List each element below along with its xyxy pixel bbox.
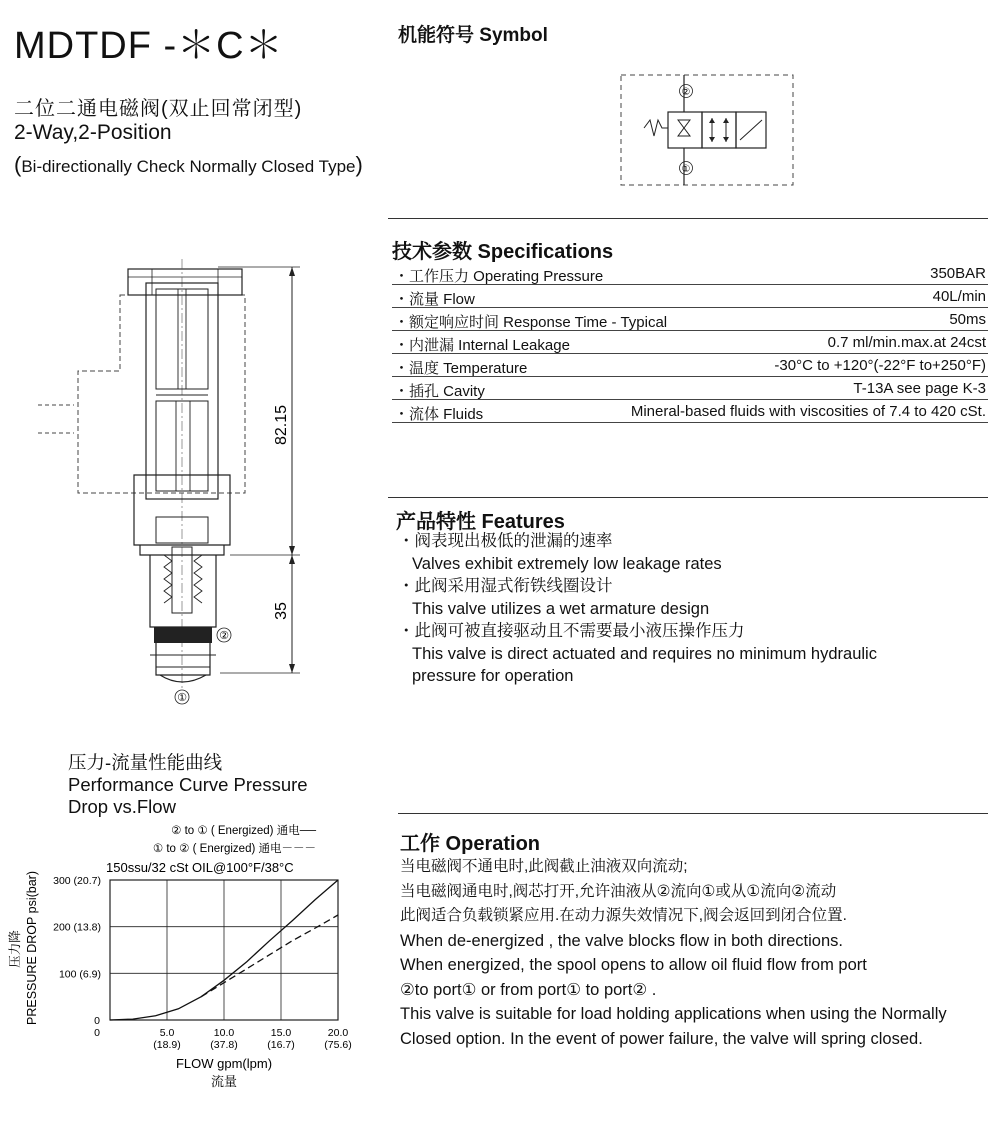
spec-row — [392, 400, 988, 423]
feature-2-cn: ・此阀采用湿式衔铁线圈设计 — [398, 577, 613, 595]
model-number: MDTDF -＊C＊ — [14, 25, 284, 67]
operation-en-5: Closed option. In the event of power failure, the valve will spring closed. — [400, 1029, 923, 1048]
specs-title: 技术参数 Specifications — [392, 241, 614, 263]
x-tick-sublabel: (75.6) — [324, 1039, 352, 1051]
x-tick-label: 0 — [94, 1027, 100, 1039]
x-tick-sublabel: (16.7) — [267, 1039, 295, 1051]
type-paren-open: ( — [14, 152, 22, 177]
symbol-port-2: ② — [681, 87, 691, 98]
dim-upper-label: 82.15 — [273, 404, 290, 446]
hydraulic-symbol — [618, 72, 796, 188]
symbol-title: 机能符号 Symbol — [398, 25, 548, 46]
y-axis-label-cn: 压力降 — [8, 930, 22, 968]
x-tick-label: 15.0 — [270, 1027, 292, 1039]
operation-en-1: When de-energized , the valve blocks flow in both directions. — [400, 931, 843, 950]
x-tick-sublabel: (18.9) — [153, 1039, 181, 1051]
feature-1-cn: ・阀表现出极低的泄漏的速率 — [398, 532, 613, 550]
spec-label: ・插孔 Cavity — [394, 383, 485, 400]
spec-row — [392, 377, 988, 400]
legend-entry-dashed: ① to ② ( Energized) 通电－－－ — [152, 843, 316, 855]
feature-2-en: This valve utilizes a wet armature design — [412, 599, 710, 618]
feature-3-en: This valve is direct actuated and requires no minimum hydraulic — [412, 644, 877, 663]
drawing-port-1: ① — [177, 692, 187, 704]
x-axis-label-cn: 流量 — [210, 1074, 238, 1089]
feature-3-en-cont: pressure for operation — [412, 667, 574, 685]
spec-value: 50ms — [949, 311, 986, 328]
dim-lower-label: 35 — [273, 602, 290, 620]
operation-en-4: This valve is suitable for load holding applications when using the Normally — [400, 1005, 947, 1023]
drawing-port-2: ② — [219, 630, 229, 642]
spec-label: ・工作压力 Operating Pressure — [394, 268, 604, 285]
x-tick-label: 5.0 — [159, 1027, 175, 1039]
operation-cn-2: 当电磁阀通电时,阀芯打开,允许油液从②流向①或从①流向②流动 — [400, 882, 837, 900]
y-tick-label: 0 — [94, 1015, 100, 1027]
spec-label: ・内泄漏 Internal Leakage — [394, 337, 570, 354]
features-list — [398, 530, 877, 688]
valve-section-drawing — [30, 255, 350, 705]
x-tick-label: 10.0 — [213, 1027, 235, 1039]
feature-1-en: Valves exhibit extremely low leakage rates — [412, 554, 722, 573]
spec-row — [392, 285, 988, 308]
spec-value: T-13A see page K-3 — [853, 380, 986, 397]
x-tick-sublabel: (37.8) — [210, 1039, 238, 1051]
features-divider — [388, 497, 988, 498]
performance-title — [68, 752, 308, 818]
spec-value: -30°C to +120°(-22°F to+250°F) — [774, 357, 986, 374]
operation-cn-3: 此阀适合负载锁紧应用.在动力源失效情况下,阀会返回到闭合位置. — [400, 907, 847, 924]
feature-3-cn: ・此阀可被直接驱动且不需要最小液压操作压力 — [398, 622, 745, 640]
specs-divider — [388, 218, 988, 219]
spec-label: ・额定响应时间 Response Time - Typical — [394, 314, 668, 331]
operation-divider — [398, 813, 988, 814]
spec-row — [392, 262, 988, 285]
features-title: 产品特性 Features — [396, 511, 565, 533]
operation-cn-1: 当电磁阀不通电时,此阀截止油液双向流动; — [400, 858, 688, 875]
y-tick-label: 300 (20.7) — [53, 875, 101, 887]
symbol-port-1: ① — [681, 164, 691, 175]
spec-value: 350BAR — [930, 265, 986, 282]
operation-title: 工作 Operation — [400, 833, 541, 855]
spec-value: 0.7 ml/min.max.at 24cst — [827, 334, 986, 351]
performance-title-en-1: Performance Curve Pressure — [68, 774, 308, 795]
legend-entry-solid: ② to ① ( Energized) 通电── — [171, 825, 316, 837]
series-line-2 — [201, 915, 338, 997]
x-tick-label: 20.0 — [327, 1027, 349, 1039]
spec-value: Mineral-based fluids with viscosities of 7.4 to 420 cSt. — [630, 403, 986, 420]
valve-type — [14, 152, 363, 178]
spec-value: 40L/min — [932, 288, 986, 305]
y-tick-label: 200 (13.8) — [53, 921, 101, 934]
spec-label: ・流量 Flow — [394, 291, 475, 308]
spec-row — [392, 331, 988, 354]
type-text: Bi-directionally Check Normally Closed Type — [21, 157, 356, 176]
y-tick-label: 100 (6.9) — [58, 968, 101, 981]
y-axis-label: PRESSURE DROP psi(bar) — [25, 871, 39, 1025]
subtitle-chinese: 二位二通电磁阀(双止回常闭型) — [14, 98, 303, 120]
spec-row — [392, 354, 988, 377]
operation-text — [400, 855, 990, 1051]
spec-label: ・温度 Temperature — [394, 360, 528, 377]
spec-label: ・流体 Fluids — [394, 406, 484, 423]
oil-condition-label: 150ssu/32 cSt OIL@100°F/38°C — [106, 860, 294, 875]
operation-en-3: ②to port① or from port① to port② . — [400, 980, 657, 999]
performance-chart — [0, 818, 380, 1098]
x-axis-label: FLOW gpm(lpm) — [175, 1056, 273, 1071]
subtitle-english: 2-Way,2-Position — [14, 121, 172, 144]
operation-en-2: When energized, the spool opens to allow oil fluid flow from port — [400, 956, 867, 974]
type-paren-close: ) — [355, 152, 363, 177]
spec-row — [392, 308, 988, 331]
performance-title-en-2: Drop vs.Flow — [68, 796, 176, 817]
performance-title-cn: 压力-流量性能曲线 — [68, 752, 223, 773]
